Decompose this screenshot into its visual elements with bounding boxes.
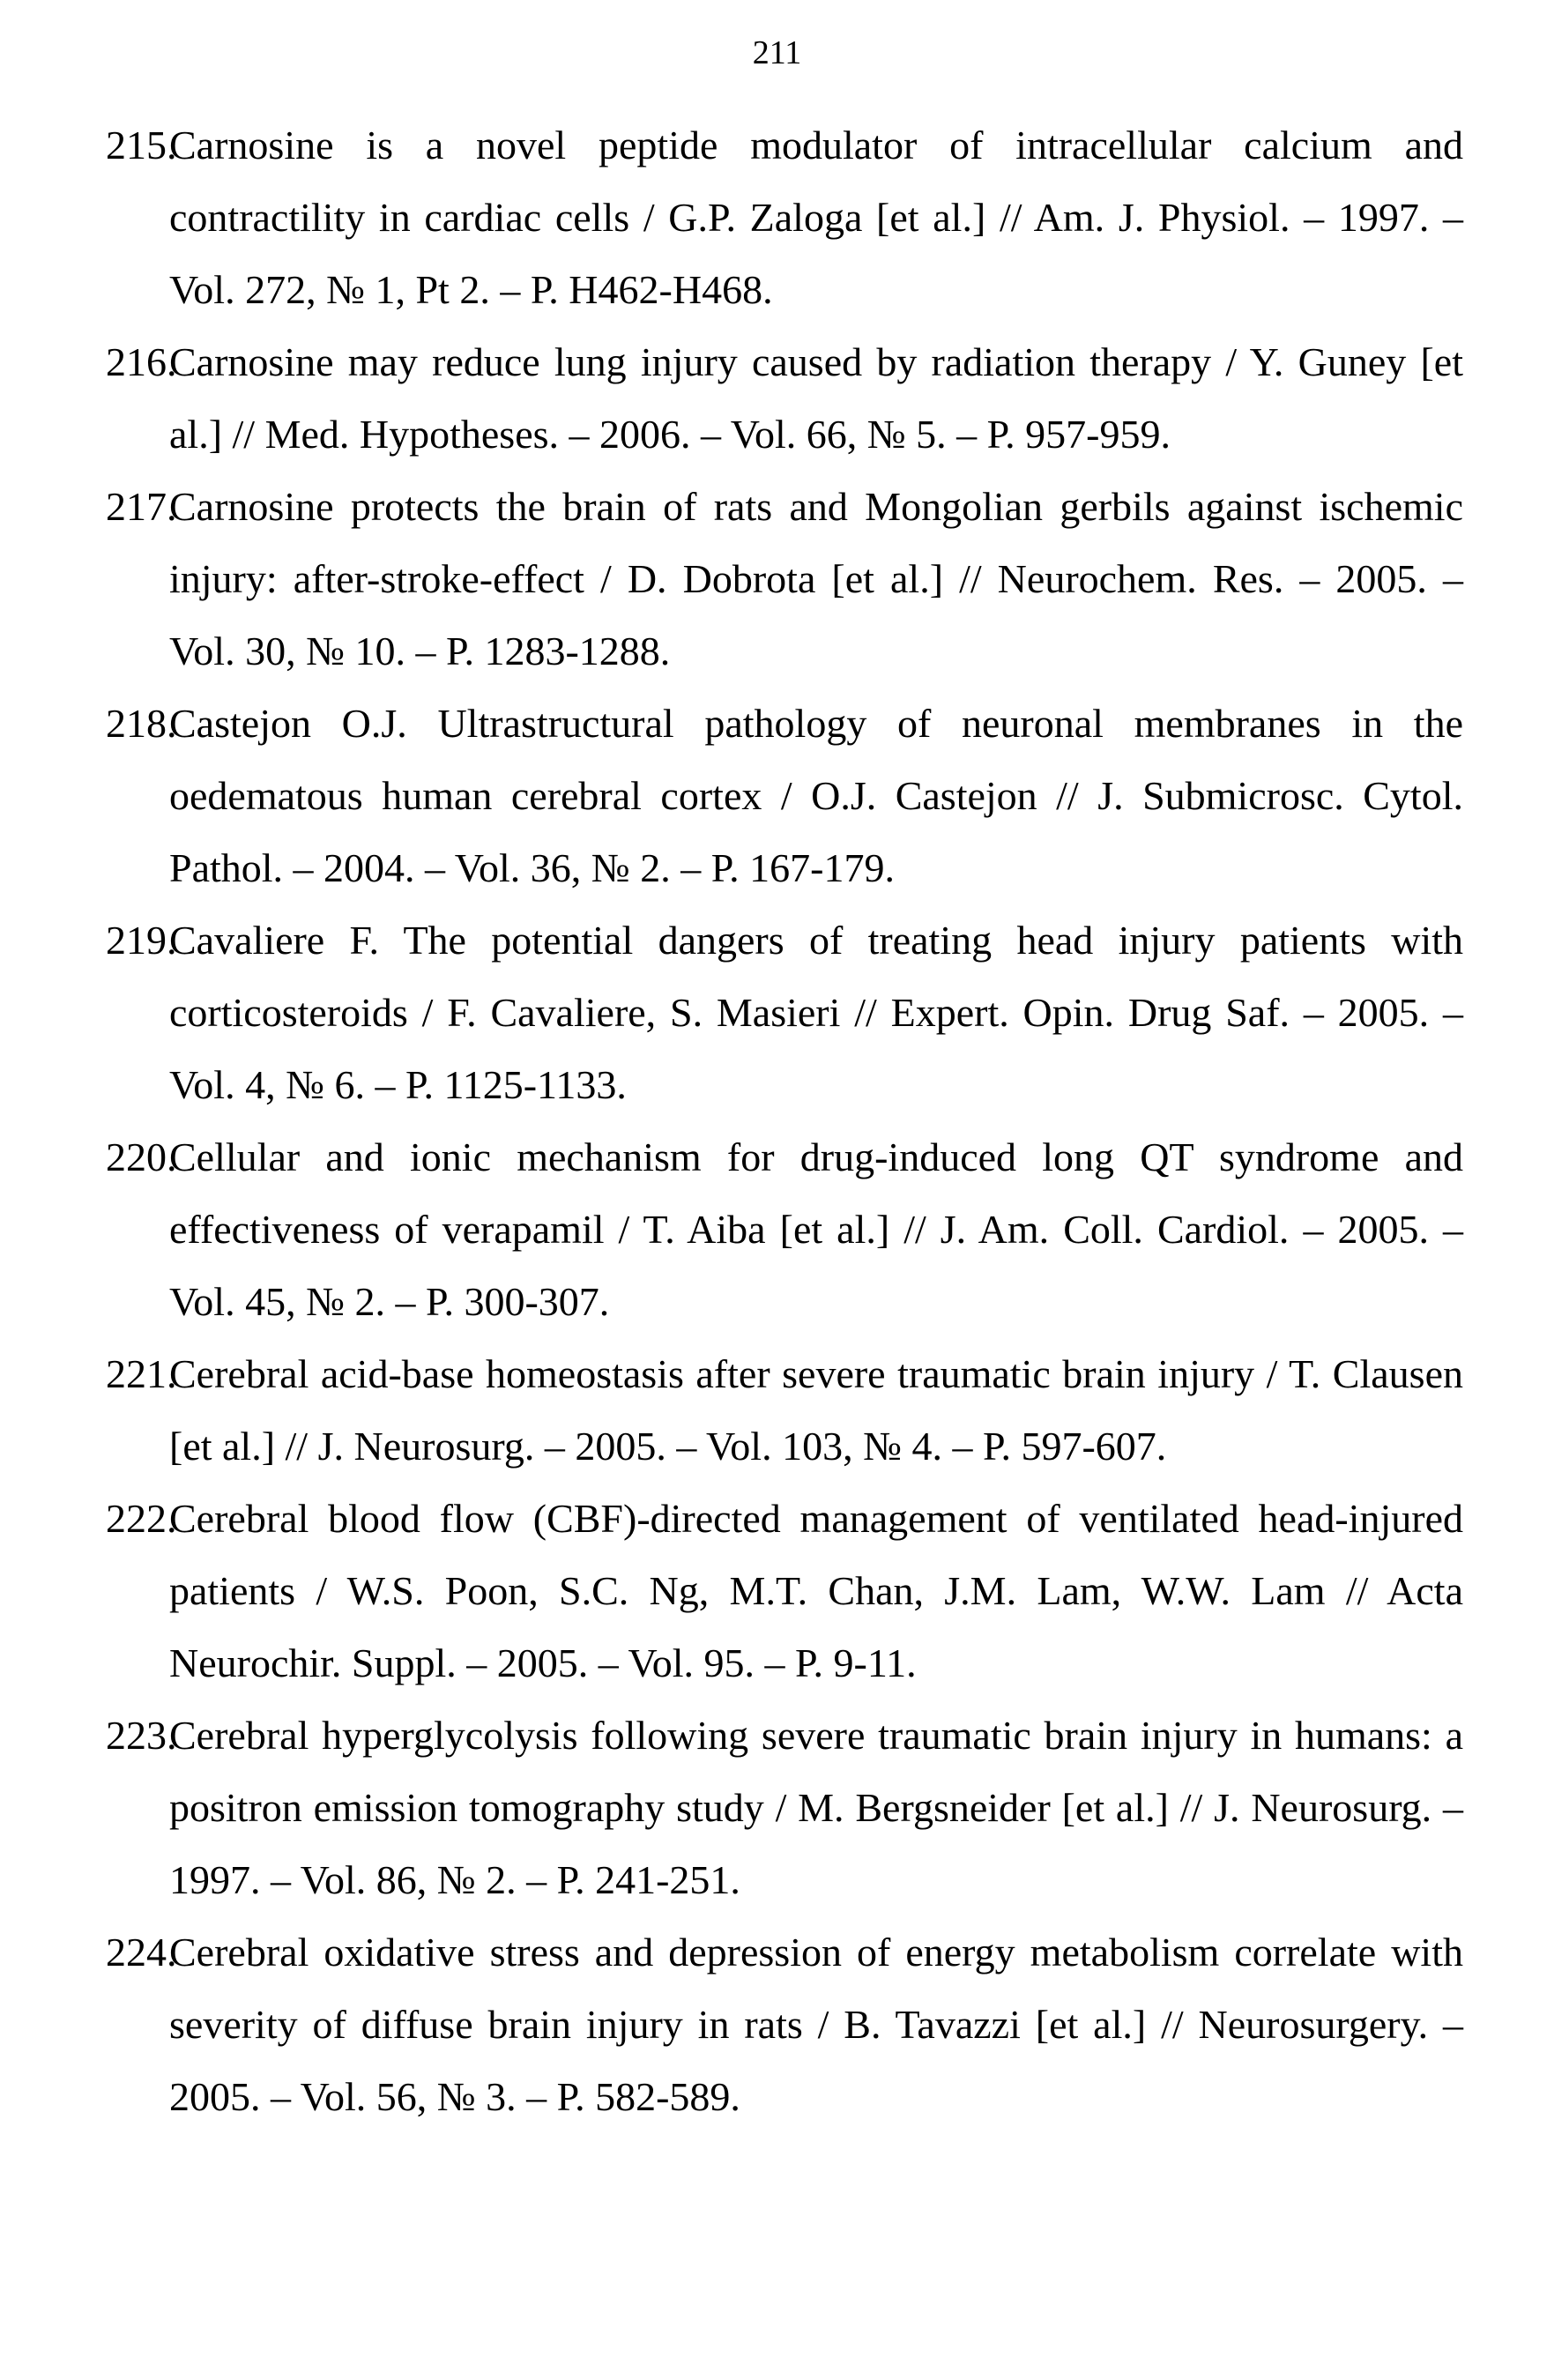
reference-item (0, 1916, 1554, 2133)
reference-item (0, 904, 1554, 1121)
reference-text: Cerebral blood flow (CBF)-directed management of ventilated head-injured patients / W.S. Poon, S.C. Ng, M.T. Chan, J.M. Lam, W.W. Lam // Acta Neurochir. Suppl. – 2005. – Vol. 95. – P. 9-11. (169, 1496, 1463, 1685)
reference-text: Cerebral acid-base homeostasis after severe traumatic brain injury / T. Clausen [et al.] // J. Neurosurg. – 2005. – Vol. 103, № 4. – P. 597-607. (169, 1351, 1463, 1469)
reference-number: 219. (106, 918, 177, 963)
reference-text: Carnosine protects the brain of rats and Mongolian gerbils against ischemic injury: after-stroke-effect / D. Dobrota [et al.] // Neurochem. Res. – 2005. – Vol. 30, № 10. – P. 1283-1288. (169, 484, 1463, 673)
reference-number: 223. (106, 1713, 177, 1758)
reference-number: 224. (106, 1930, 177, 1975)
reference-number: 218. (106, 701, 177, 746)
reference-item (0, 1121, 1554, 1338)
reference-item (0, 688, 1554, 904)
reference-item (0, 1338, 1554, 1483)
reference-item (0, 109, 1554, 326)
reference-list (0, 109, 1554, 2133)
reference-item (0, 471, 1554, 688)
reference-item (0, 1699, 1554, 1916)
reference-number: 222. (106, 1496, 177, 1541)
reference-text: Cerebral oxidative stress and depression of energy metabolism correlate with severity of diffuse brain injury in rats / B. Tavazzi [et al.] // Neurosurgery. – 2005. – Vol. 56, № 3. – P. 582-589. (169, 1930, 1463, 2119)
reference-number: 215. (106, 123, 177, 167)
reference-item (0, 326, 1554, 471)
reference-text: Carnosine may reduce lung injury caused by radiation therapy / Y. Guney [et al.] // Med. Hypotheses. – 2006. – Vol. 66, № 5. – P. 957-959. (169, 339, 1463, 457)
reference-text: Castejon O.J. Ultrastructural pathology of neuronal membranes in the oedematous human cerebral cortex / O.J. Castejon // J. Submicrosc. Cytol. Pathol. – 2004. – Vol. 36, № 2. – P. 167-179. (169, 701, 1463, 890)
reference-item (0, 1483, 1554, 1699)
reference-text: Carnosine is a novel peptide modulator of intracellular calcium and contractility in cardiac cells / G.P. Zaloga [et al.] // Am. J. Physiol. – 1997. – Vol. 272, № 1, Pt 2. – P. H462-H468. (169, 123, 1463, 312)
reference-text: Cerebral hyperglycolysis following severe traumatic brain injury in humans: a positron emission tomography study / M. Bergsneider [et al.] // J. Neurosurg. – 1997. – Vol. 86, № 2. – P. 241-251. (169, 1713, 1463, 1902)
reference-number: 221. (106, 1351, 177, 1396)
page-number: 211 (752, 34, 802, 71)
reference-text: Cavaliere F. The potential dangers of treating head injury patients with corticosteroids / F. Cavaliere, S. Masieri // Expert. Opin. Drug Saf. – 2005. – Vol. 4, № 6. – P. 1125-1133. (169, 918, 1463, 1107)
reference-number: 216. (106, 339, 177, 384)
reference-text: Cellular and ionic mechanism for drug-induced long QT syndrome and effectiveness of verapamil / T. Aiba [et al.] // J. Am. Coll. Cardiol. – 2005. – Vol. 45, № 2. – P. 300-307. (169, 1134, 1463, 1324)
reference-number: 217. (106, 484, 177, 529)
reference-number: 220. (106, 1134, 177, 1179)
